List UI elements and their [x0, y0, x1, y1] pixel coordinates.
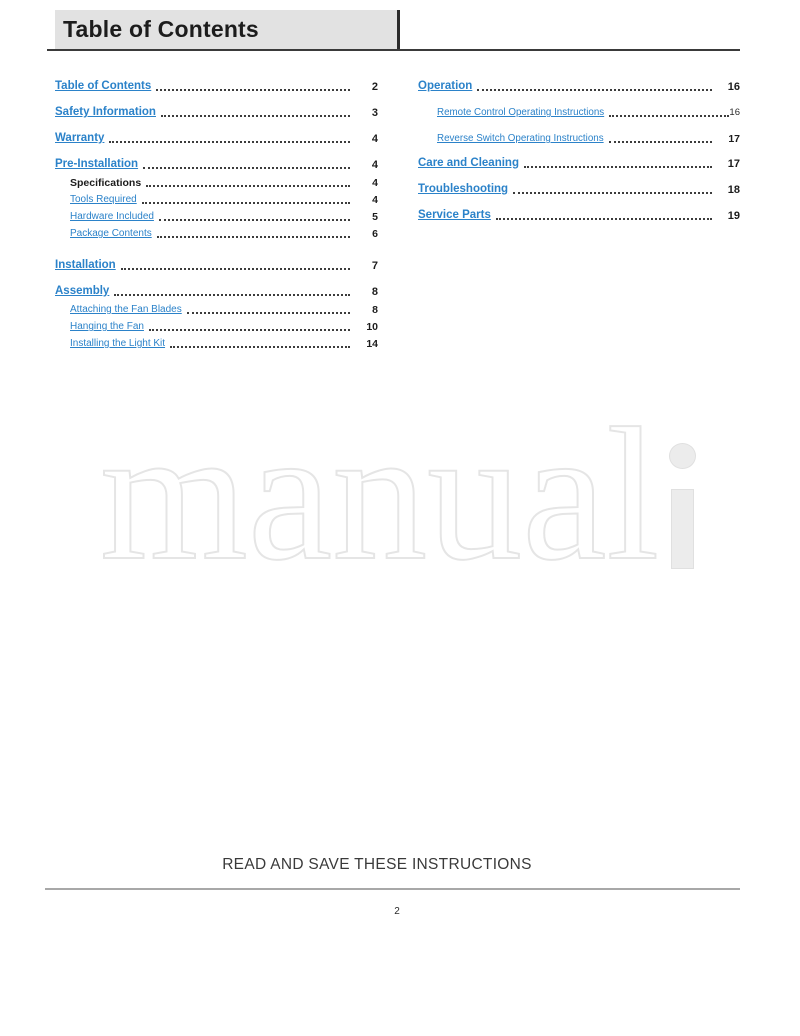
header-horizontal-rule: [47, 49, 740, 51]
toc-link[interactable]: Service Parts: [418, 209, 491, 221]
toc-link[interactable]: Attaching the Fan Blades: [70, 304, 182, 315]
toc-page-number: 10: [366, 321, 378, 333]
toc-page-number: 17: [728, 133, 740, 145]
toc-page-number: 19: [727, 210, 740, 222]
leader-dots: [114, 294, 350, 296]
leader-dots: [149, 329, 350, 331]
watermark-i-stem: [671, 489, 694, 569]
leader-dots: [143, 167, 350, 169]
toc-row: [55, 80, 378, 93]
toc-page-number: 8: [372, 304, 378, 316]
leader-dots: [524, 166, 712, 168]
toc-row: [55, 338, 378, 350]
toc-page-number: 4: [371, 159, 378, 171]
footer-rule: [45, 888, 740, 890]
toc-link[interactable]: Reverse Switch Operating Instructions: [437, 133, 604, 144]
toc-row: [418, 80, 740, 93]
toc-row: [55, 304, 378, 316]
toc-link[interactable]: Installation: [55, 259, 116, 271]
toc-link[interactable]: Package Contents: [70, 228, 152, 239]
toc-row: [55, 321, 378, 333]
toc-entry-label: Specifications: [70, 177, 142, 189]
toc-row: [55, 285, 378, 298]
page-header: [55, 10, 397, 49]
toc-row: [55, 194, 378, 206]
toc-page-number: 16: [727, 81, 740, 93]
toc-page-number: 17: [727, 158, 740, 170]
leader-dots: [109, 141, 350, 143]
toc-link[interactable]: Installing the Light Kit: [70, 338, 166, 349]
toc-row: [418, 209, 740, 222]
toc-link[interactable]: Hanging the Fan: [70, 321, 144, 332]
toc-page-number: 8: [371, 286, 378, 298]
toc-row: [418, 183, 740, 196]
leader-dots: [170, 346, 350, 348]
leader-dots: [513, 192, 712, 194]
toc-page-number: 5: [372, 211, 378, 223]
toc-link[interactable]: Remote Control Operating Instructions: [437, 107, 605, 118]
toc-row: [55, 132, 378, 145]
toc-row: [55, 158, 378, 171]
toc-link[interactable]: Tools Required: [70, 194, 137, 205]
watermark-i-dot: [669, 443, 696, 469]
toc-link[interactable]: Warranty: [55, 132, 105, 144]
header-vertical-rule: [397, 10, 400, 51]
leader-dots: [159, 219, 350, 221]
toc-row: [55, 259, 378, 272]
toc-page-number: 4: [371, 133, 378, 145]
leader-dots: [161, 115, 350, 117]
toc-row: [418, 133, 740, 145]
watermark-i-glyph: [669, 443, 696, 569]
toc-link[interactable]: Table of Contents: [55, 80, 152, 92]
toc-link[interactable]: Care and Cleaning: [418, 157, 519, 169]
leader-dots: [609, 115, 729, 117]
watermark: [100, 390, 696, 600]
toc-row: [418, 157, 740, 170]
watermark-text: manual: [100, 390, 660, 600]
toc-link[interactable]: Operation: [418, 80, 473, 92]
page-title: Table of Contents: [63, 16, 259, 42]
leader-dots: [142, 202, 350, 204]
leader-dots: [146, 185, 350, 187]
leader-dots: [121, 268, 350, 270]
leader-dots: [496, 218, 712, 220]
toc-page-number: 4: [372, 177, 378, 189]
toc-page-number: 14: [366, 338, 378, 350]
leader-dots: [156, 89, 350, 91]
toc-page-number: 4: [372, 194, 378, 206]
leader-dots: [477, 89, 712, 91]
toc-row: [55, 228, 378, 240]
toc-page-number: 2: [371, 81, 378, 93]
toc-row: [55, 106, 378, 119]
toc-row: [55, 211, 378, 223]
toc-link[interactable]: Pre-Installation: [55, 158, 139, 170]
toc-link[interactable]: Hardware Included: [70, 211, 154, 222]
toc-row: [55, 177, 378, 189]
toc-column-left: [55, 80, 378, 350]
toc-page-number: 16: [729, 107, 740, 118]
leader-dots: [157, 236, 350, 238]
toc-page-number: 3: [371, 107, 378, 119]
leader-dots: [187, 312, 350, 314]
toc-page-number: 18: [727, 184, 740, 196]
toc-page-number: 7: [371, 260, 378, 272]
toc-link[interactable]: Troubleshooting: [418, 183, 509, 195]
toc-column-right: [418, 80, 740, 222]
read-save-instructions-note: READ AND SAVE THESE INSTRUCTIONS: [222, 856, 532, 873]
footer-page-number: 2: [394, 906, 400, 917]
toc-link[interactable]: Assembly: [55, 285, 110, 297]
leader-dots: [609, 141, 712, 143]
toc-link[interactable]: Safety Information: [55, 106, 156, 118]
toc-page-number: 6: [372, 228, 378, 240]
toc-row: [418, 107, 740, 119]
